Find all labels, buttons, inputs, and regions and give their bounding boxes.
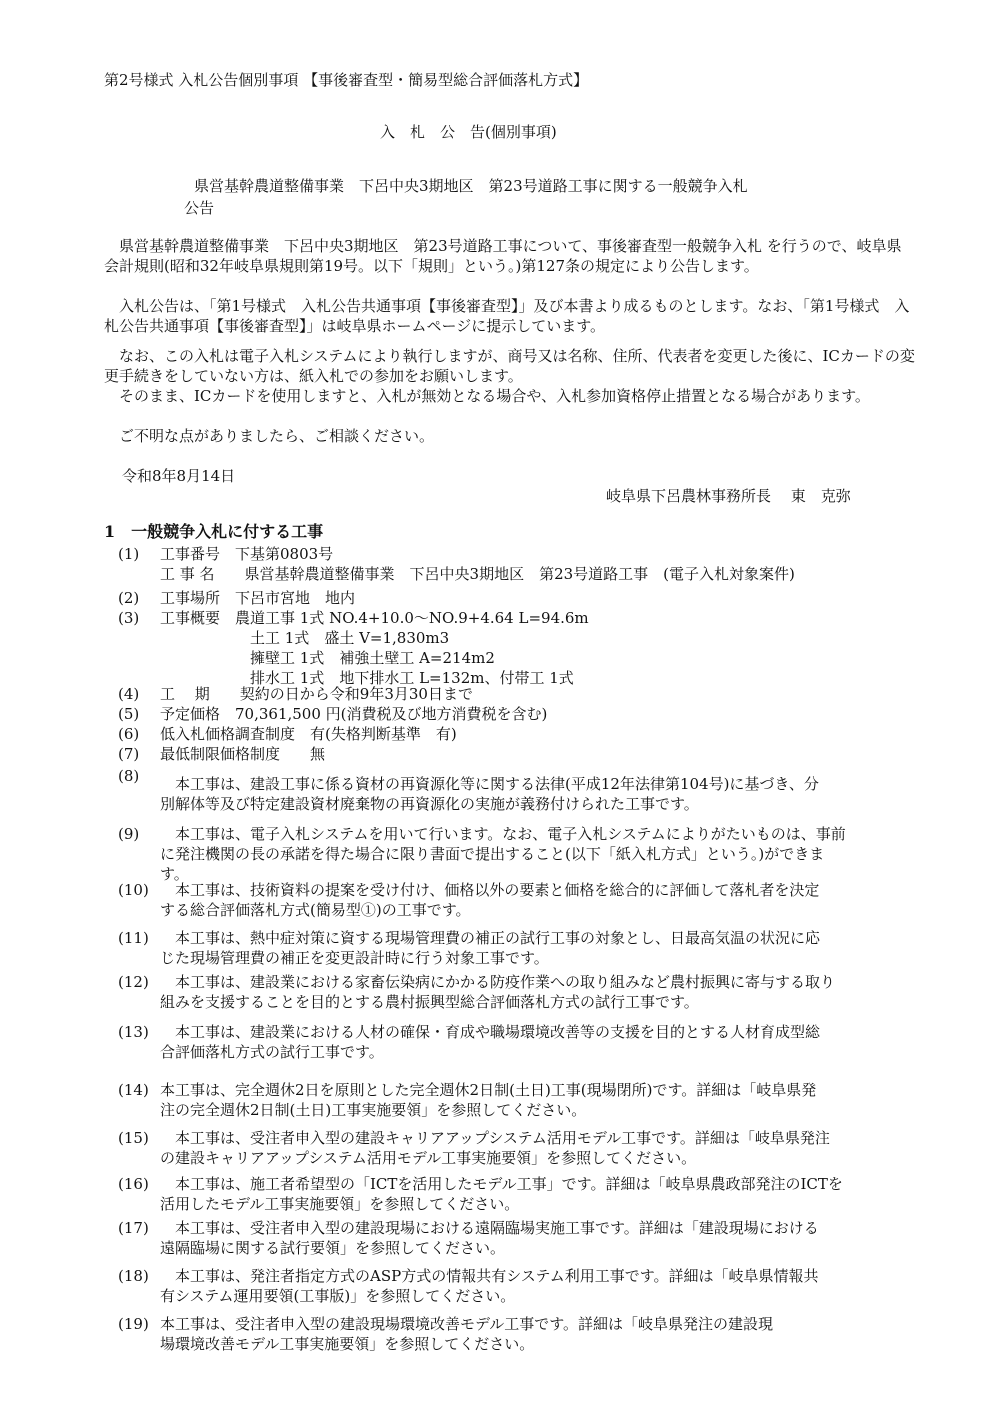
work-item-text <box>160 880 918 920</box>
work-item-number: (4) <box>118 685 140 703</box>
work-item-text <box>160 724 918 744</box>
work-item-text <box>160 824 918 884</box>
work-item-line: 擁壁工 1式 補強土壁工 A=214m2 <box>160 649 495 667</box>
work-item-number: (12) <box>118 973 149 991</box>
work-item-line: 本工事は、発注者指定方式のASP方式の情報共有システム利用工事です。詳細は「岐阜県情報共 <box>160 1267 819 1285</box>
work-item-number: (13) <box>118 1023 149 1041</box>
work-item-line: 本工事は、建設業における人材の確保・育成や職場環境改善等の支援を目的とする人材育成型総 <box>160 1023 821 1041</box>
work-item-line: 合評価落札方式の試行工事です。 <box>160 1043 384 1061</box>
document-heading: 入 札 公 告(個別事項) <box>380 123 557 141</box>
work-item-text <box>160 544 918 584</box>
section-1-title: 1 一般競争入札に付する工事 <box>104 522 324 541</box>
issuer-name: 岐阜県下呂農林事務所長 東 克弥 <box>606 487 851 505</box>
work-item-number: (10) <box>118 881 149 899</box>
work-item-line: 本工事は、完全週休2日を原則とした完全週休2日制(土日)工事(現場閉所)です。詳細は「岐阜県発 <box>160 1081 817 1099</box>
work-item-number: (15) <box>118 1129 149 1147</box>
work-item-number: (9) <box>118 825 140 843</box>
work-item-text <box>160 774 918 814</box>
work-item-line: す。 <box>160 865 189 883</box>
work-item-line: 土工 1式 盛土 V=1,830m3 <box>160 629 450 647</box>
work-item-line: 活用したモデル工事実施要領」を参照してください。 <box>160 1195 520 1213</box>
work-item-line: 組みを支援することを目的とする農村振興型総合評価落札方式の試行工事です。 <box>160 993 699 1011</box>
work-item-line: 排水工 1式 地下排水工 L=132m、付帯工 1式 <box>160 669 574 687</box>
work-item-text <box>160 1022 918 1062</box>
work-item-line: に発注機関の長の承諾を得た場合に限り書面で提出すること(以下「紙入札方式」という。)ができま <box>160 845 825 863</box>
intro-paragraph-5: ご不明な点がありましたら、ご相談ください。 <box>104 427 435 445</box>
work-item-text <box>160 704 918 724</box>
work-item-line: 工事番号 下基第0803号 <box>160 545 334 563</box>
work-item-number: (8) <box>118 767 140 785</box>
work-item-line: 工 事 名 県営基幹農道整備事業 下呂中央3期地区 第23号道路工事 (電子入札対象案件) <box>160 565 795 583</box>
work-item-line: 低入札価格調査制度 有(失格判断基準 有) <box>160 725 457 743</box>
work-item-text <box>160 588 918 608</box>
intro-paragraph-3: なお、この入札は電子入札システムにより執行しますが、商号又は名称、住所、代表者を変更した後に、ICカードの変更手続きをしていない方は、紙入札での参加をお願いします。 <box>104 347 915 385</box>
work-item-line: 注の完全週休2日制(土日)工事実施要領」を参照してください。 <box>160 1101 587 1119</box>
work-item-line: 本工事は、建設業における家畜伝染病にかかる防疫作業への取り組みなど農村振興に寄与する取り <box>160 973 836 991</box>
notice-date: 令和8年8月14日 <box>122 467 236 485</box>
work-item-line: 工事場所 下呂市宮地 地内 <box>160 589 356 607</box>
work-item-line: 本工事は、受注者申入型の建設キャリアアップシステム活用モデル工事です。詳細は「岐阜県発注 <box>160 1129 830 1147</box>
work-item-text <box>160 744 918 764</box>
work-item-number: (11) <box>118 929 149 947</box>
work-item-number: (7) <box>118 745 140 763</box>
work-item-text <box>160 972 918 1012</box>
work-item-number: (2) <box>118 589 140 607</box>
work-item-line: 予定価格 70,361,500 円(消費税及び地方消費税を含む) <box>160 705 548 723</box>
work-item-number: (14) <box>118 1081 149 1099</box>
work-item-line: 遠隔臨場に関する試行要領」を参照してください。 <box>160 1239 506 1257</box>
work-item-line: 本工事は、建設工事に係る資材の再資源化等に関する法律(平成12年法律第104号)に基づき、分 <box>160 775 819 793</box>
work-item-line: 本工事は、受注者申入型の建設現場における遠隔臨場実施工事です。詳細は「建設現場における <box>160 1219 819 1237</box>
work-item-number: (1) <box>118 545 140 563</box>
work-item-text <box>160 928 918 968</box>
work-item-line: 別解体等及び特定建設資材廃棄物の再資源化の実施が義務付けられた工事です。 <box>160 795 699 813</box>
work-item-text <box>160 684 918 704</box>
work-item-number: (16) <box>118 1175 149 1193</box>
work-item-number: (17) <box>118 1219 149 1237</box>
work-item-number: (3) <box>118 609 140 627</box>
form-title: 第2号様式 入札公告個別事項 【事後審査型・簡易型総合評価落札方式】 <box>104 71 589 89</box>
work-item-text <box>160 1174 918 1214</box>
work-item-number: (19) <box>118 1315 149 1333</box>
intro-paragraph-1: 県営基幹農道整備事業 下呂中央3期地区 第23号道路工事について、事後審査型一般競争入札 を行うので、岐阜県会計規則(昭和32年岐阜県規則第19号。以下「規則」という。)第127条の規定により公告します。 <box>104 237 902 275</box>
work-item-line: 場環境改善モデル工事実施要領」を参照してください。 <box>160 1335 535 1353</box>
work-item-line: 本工事は、技術資料の提案を受け付け、価格以外の要素と価格を総合的に評価して落札者を決定 <box>160 881 820 899</box>
work-item-line: 本工事は、熱中症対策に資する現場管理費の補正の試行工事の対象とし、日最高気温の状況に応 <box>160 929 821 947</box>
work-item-line: 工事概要 農道工事 1式 NO.4+10.0〜NO.9+4.64 L=94.6m <box>160 609 589 627</box>
work-item-line: 最低制限価格制度 無 <box>160 745 326 763</box>
work-item-text <box>160 1080 918 1120</box>
intro-paragraph-4: そのまま、ICカードを使用しますと、入札が無効となる場合や、入札参加資格停止措置となる場合があります。 <box>104 387 870 405</box>
work-item-line: の建設キャリアアップシステム活用モデル工事実施要領」を参照してください。 <box>160 1149 697 1167</box>
work-item-number: (5) <box>118 705 140 723</box>
subject-line-1: 県営基幹農道整備事業 下呂中央3期地区 第23号道路工事に関する一般競争入札 <box>194 177 748 195</box>
work-item-text <box>160 1266 918 1306</box>
work-item-line: 本工事は、受注者申入型の建設現場環境改善モデル工事です。詳細は「岐阜県発注の建設現 <box>160 1315 774 1333</box>
work-item-line: 本工事は、施工者希望型の「ICTを活用したモデル工事」です。詳細は「岐阜県農政部発注のICTを <box>160 1175 843 1193</box>
work-item-text <box>160 1218 918 1258</box>
work-item-line: じた現場管理費の補正を変更設計時に行う対象工事です。 <box>160 949 549 967</box>
intro-paragraph-2: 入札公告は、「第1号様式 入札公告共通事項【事後審査型】」及び本書より成るものとします。なお、「第1号様式 入札公告共通事項【事後審査型】」は岐阜県ホームページに提示しています。 <box>104 297 910 335</box>
work-item-line: 本工事は、電子入札システムを用いて行います。なお、電子入札システムによりがたいものは、事前 <box>160 825 846 843</box>
work-item-text <box>160 1128 918 1168</box>
subject-line-2: 公告 <box>184 199 215 217</box>
work-item-line: 有システム運用要領(工事版)」を参照してください。 <box>160 1287 516 1305</box>
work-item-text <box>160 1314 918 1354</box>
work-item-line: する総合評価落札方式(簡易型①)の工事です。 <box>160 901 471 919</box>
work-item-text <box>160 608 918 688</box>
work-item-line: 工 期 契約の日から令和9年3月30日まで <box>160 685 473 703</box>
work-item-number: (6) <box>118 725 140 743</box>
work-item-number: (18) <box>118 1267 149 1285</box>
